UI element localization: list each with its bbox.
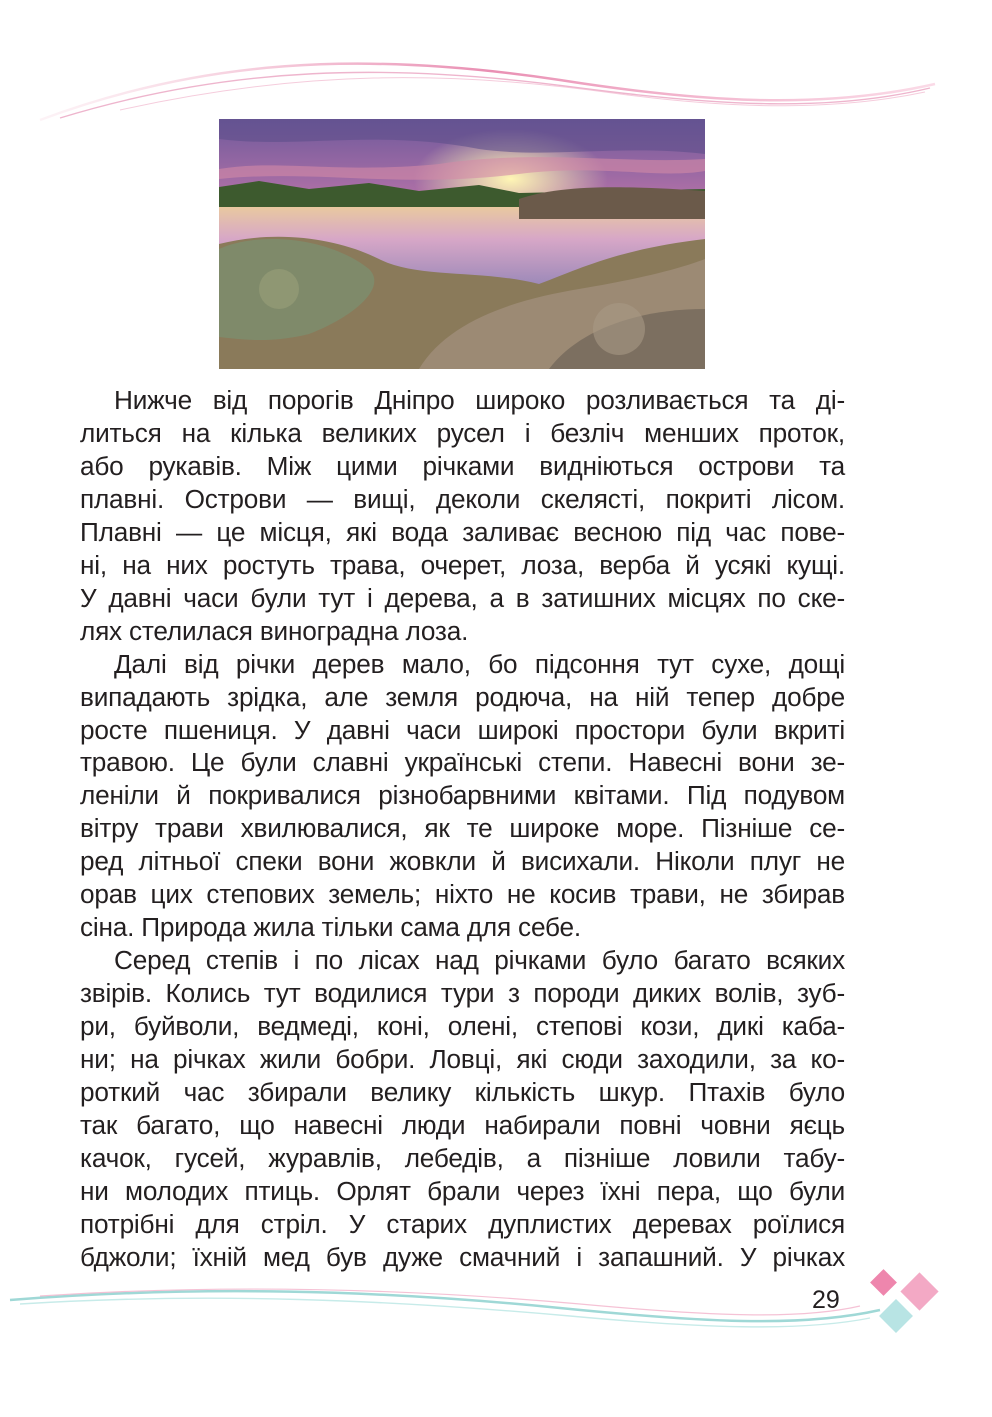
text-line: ри, буйволи, ведмеді, коні, олені, степові кози, дикі каба- [80, 1011, 845, 1042]
text-line: Нижче від порогів Дніпро широко розливається та ді- [114, 385, 845, 415]
text-line: бджоли; їхній мед був дуже смачний і запашний. У річках [80, 1241, 845, 1272]
text-line: або рукавів. Між цими річками видніються острови та [80, 450, 845, 481]
text-line: вітру трави хвилювалися, як те широке море. Пізніше се- [80, 813, 845, 844]
top-wave-decoration [0, 40, 992, 130]
text-line: так багато, що навесні люди набирали повні човни яєць [80, 1109, 845, 1140]
pink-diamond-decoration [870, 1269, 897, 1296]
paragraph-2 [80, 648, 845, 945]
light-pink-diamond-decoration [900, 1272, 938, 1310]
text-line: потрібні для стріл. У старих дуплистих деревах роїлися [80, 1208, 845, 1239]
paragraph-1 [80, 384, 845, 648]
river-landscape-photo [219, 119, 705, 369]
text-line: сіна. Природа жила тільки сама для себе. [80, 912, 581, 943]
text-line: качок, гусей, журавлів, лебедів, а пізніше ловили табу- [80, 1142, 845, 1173]
text-line: ні, на них ростуть трава, очерет, лоза, верба й усякі кущі. [80, 549, 845, 580]
text-line: леніли й покривалися різнобарвними квітами. Під подувом [80, 780, 845, 811]
text-line: плавні. Острови — вищі, деколи скелясті, покриті лісом. [80, 483, 845, 514]
teal-diamond-decoration [879, 1299, 913, 1333]
text-line: ни молодих птиць. Орлят брали через їхні пера, що були [80, 1175, 845, 1206]
text-line: У давні часи були тут і дерева, а в затишних місцях по ске- [80, 582, 845, 613]
text-line: литься на кілька великих русел і безліч менших проток, [80, 417, 845, 448]
text-line: випадають зрідка, але земля родюча, на ній тепер добре [80, 681, 845, 712]
paragraph-3 [80, 944, 845, 1274]
text-line: лях стелилася виноградна лоза. [80, 615, 469, 646]
text-line: Плавні — це місця, які вода заливає весною під час пове- [80, 516, 845, 547]
text-line: звірів. Колись тут водилися тури з породи диких волів, зуб- [80, 978, 845, 1009]
text-line: ред літньої спеки вони жовкли й висихали. Ніколи плуг не [80, 846, 845, 877]
text-line: травою. Це були славні українські степи. Навесні вони зе- [80, 747, 845, 778]
text-line: роткий час збирали велику кількість шкур. Птахів було [80, 1077, 845, 1108]
text-line: орав цих степових земель; ніхто не косив трави, не збирав [80, 879, 845, 910]
landscape-photo [219, 119, 705, 369]
text-line: ни; на річках жили бобри. Ловці, які сюди заходили, за ко- [80, 1044, 845, 1075]
page-number: 29 [812, 1286, 840, 1314]
text-line: росте пшениця. У давні часи широкі простори були вкриті [80, 714, 845, 745]
bottom-wave-decoration [0, 1270, 992, 1350]
text-line: Далі від річки дерев мало, бо підсоння тут сухе, дощі [114, 648, 845, 679]
body-text [80, 384, 845, 1274]
text-line: Серед степів і по лісах над річками було багато всяких [114, 945, 845, 976]
